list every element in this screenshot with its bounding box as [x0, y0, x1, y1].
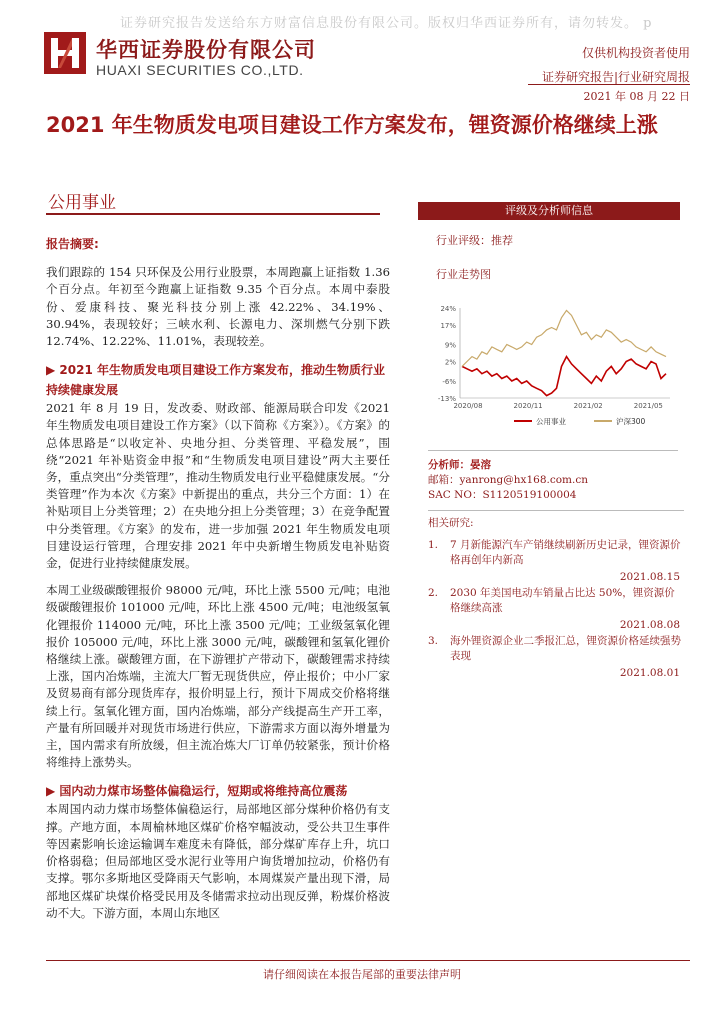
- summary-paragraph-1: 我们跟踪的 154 只环保及公用行业股票，本周跑赢上证指数 1.36 个百分点。年初至今跑赢上证指数 9.35 个百分点。本周中泰股份、爱康科技、聚光科技分别上涨 42.22%、34.19%、30.94%，表现较好；三峡水利、长源电力、深圳燃气分别下跌 12.74%、12.22%、11.01%，表现较差。: [46, 265, 390, 349]
- related-item[interactable]: [428, 634, 684, 679]
- analyst-email[interactable]: yanrong@hx168.com.cn: [459, 474, 588, 486]
- related-item[interactable]: [428, 538, 684, 583]
- trend-chart-title: 行业走势图: [436, 268, 491, 281]
- audience-note: 仅供机构投资者使用: [581, 46, 690, 60]
- footer-divider: [46, 960, 690, 961]
- analyst-sac-number: S1120519100004: [482, 489, 577, 501]
- panel-divider: [428, 450, 678, 451]
- analyst-name: 晏溶: [470, 459, 491, 471]
- industry-trend-chart: [418, 300, 680, 444]
- summary-paragraph-4: 本周国内动力煤市场整体偏稳运行，局部地区部分煤种价格仍有支撑。产地方面，本周榆林地区煤矿价格窄幅波动，受公共卫生事件等因素影响长途运输调车难度未有降低，部分煤矿库存上升，坑口价格弱稳；但局部地区受水泥行业等用户询货增加拉动，价格仍有支撑。鄂尔多斯地区受降雨天气影响，本周煤炭产量出现下滑，局部地区煤矿块煤价格受民用及冬储需求拉动出现反弹，粉煤价格波动不大。下游方面，本周山东地区: [46, 802, 390, 920]
- huaxi-logo-icon: [44, 32, 86, 74]
- sector-label: 公用事业: [48, 193, 116, 213]
- analyst-label: 分析师：: [428, 459, 470, 471]
- legal-notice: 请仔细阅读在本报告尾部的重要法律声明: [263, 968, 461, 981]
- related-item-number: 1.: [428, 539, 439, 551]
- legend-label: 沪深300: [616, 417, 646, 426]
- x-tick-label: 2020/08: [453, 402, 483, 410]
- main-content: [46, 236, 390, 922]
- section-heading-biomass: ▶ 2021 年生物质发电项目建设工作方案发布，推动生物质行业持续健康发展: [46, 363, 385, 398]
- y-tick-label: -13%: [437, 395, 456, 403]
- related-item-title: 7 月新能源汽车产销继续刷新历史记录，锂资源价格再创年内新高: [450, 539, 681, 566]
- related-research: [428, 510, 684, 682]
- related-item-number: 3.: [428, 635, 439, 647]
- x-tick-label: 2021/05: [633, 402, 663, 410]
- company-name-en: HUAXI SECURITIES CO.,LTD.: [96, 62, 304, 78]
- related-item-date: 2021.08.01: [619, 667, 680, 679]
- y-tick-label: 17%: [440, 322, 456, 331]
- company-name-cn: 华西证券股份有限公司: [96, 38, 316, 62]
- report-type: 证券研究报告|行业研究周报: [541, 70, 690, 84]
- y-tick-label: 2%: [444, 358, 456, 367]
- sector-divider: [46, 213, 380, 215]
- legend-label: 公用事业: [536, 417, 566, 426]
- y-tick-label: -6%: [442, 377, 456, 386]
- related-item-title: 海外锂资源企业二季报汇总，锂资源价格延续强势表现: [450, 635, 681, 662]
- sac-label: SAC NO：: [428, 489, 483, 501]
- y-tick-label: 9%: [444, 341, 456, 350]
- x-tick-label: 2021/02: [573, 402, 603, 410]
- section-heading-coal: ▶ 国内动力煤市场整体偏稳运行，短期或将维持高位震荡: [46, 784, 348, 799]
- series-line-0: [462, 357, 666, 396]
- email-label: 邮箱：: [428, 474, 460, 486]
- watermark: 证券研究报告发送给东方财富信息股份有限公司。版权归华西证券所有，请勿转发。 p: [120, 16, 653, 31]
- summary-heading: 报告摘要:: [46, 237, 99, 251]
- analyst-info: [428, 458, 684, 503]
- rating-panel: [418, 202, 680, 426]
- related-item-date: 2021.08.08: [619, 619, 680, 631]
- summary-paragraph-2: 2021 年 8 月 19 日，发改委、财政部、能源局联合印发《2021 年生物质发电项目建设工作方案》（以下简称《方案》）。《方案》的总体思路是“以收定补、央地分担、分类管理、平稳发展”，围绕“2021 年补贴资金申报”和“生物质发电项目建设”两大主要任务，重点突出“分类管理”，推动生物质发电行业平稳健康发展。“分类管理”作为本次《方案》中新提出的重点，共分三个方面：1）在补贴项目上分类管理；2）在央地分担上分类管理；3）在竞争配置中分类管理。《方案》的发布，进一步加强 2021 年生物质发电项目建设运行管理，合理安排 2021 年中央新增生物质发电补贴资金，促进行业持续健康发展。: [46, 401, 390, 571]
- series-line-1: [462, 310, 666, 366]
- x-tick-label: 2020/11: [513, 402, 543, 410]
- related-item-number: 2.: [428, 587, 439, 599]
- summary-paragraph-3: 本周工业级碳酸锂报价 98000 元/吨，环比上涨 5500 元/吨；电池级碳酸锂报价 101000 元/吨，环比上涨 4500 元/吨；电池级氢氧化锂报价 114000 元/吨，环比上涨 3500 元/吨；工业级氢氧化锂报价 105000 元/吨，环比上涨 3000 元/吨，碳酸锂和氢氧化锂价格继续上涨。碳酸锂方面，在下游锂扩产带动下，碳酸锂需求持续上涨，国内冶炼端，主流大厂暂无现货供应，停止报价；中小厂家及贸易商有部分现货库存，报价明显上行，预计下周成交价格将继续上行。氢氧化锂方面，国内冶炼端，部分产线提高生产开工率，产量有所回暖并对现货市场进行供应，下游需求方面以海外增量为主，国内需求有所放缓，但主流冶炼大厂订单仍较紧张，预计价格将维持上涨势头。: [46, 583, 391, 770]
- related-item-title: 2030 年美国电动车销量占比达 50%，锂资源价格继续高涨: [450, 587, 675, 614]
- rating-panel-header: 评级及分析师信息: [418, 202, 680, 220]
- header-divider: [528, 84, 690, 85]
- related-research-title: 相关研究:: [428, 517, 474, 529]
- related-item[interactable]: [428, 586, 684, 631]
- related-item-date: 2021.08.15: [619, 571, 680, 583]
- report-date: 2021 年 08 月 22 日: [583, 90, 690, 103]
- report-title: 2021 年生物质发电项目建设工作方案发布，锂资源价格继续上涨: [46, 113, 658, 137]
- y-tick-label: 24%: [440, 305, 456, 313]
- industry-rating: 行业评级：推荐: [436, 234, 513, 247]
